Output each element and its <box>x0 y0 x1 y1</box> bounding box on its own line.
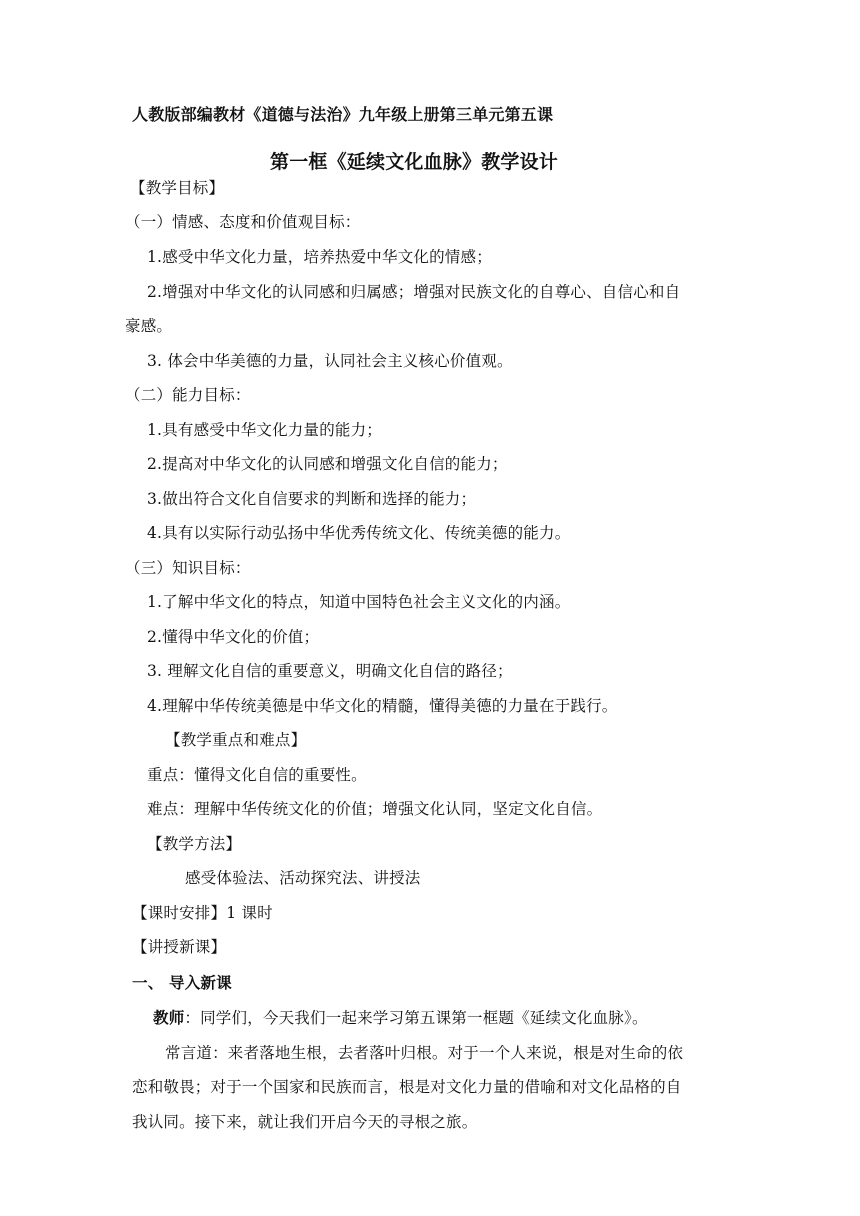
paragraph-line: 常言道：来者落地生根，去者落叶归根。对于一个人来说，根是对生命的依 <box>165 1044 684 1062</box>
knowledge-goal-item: 4.理解中华传统美德是中华文化的精髓，懂得美德的力量在于践行。 <box>147 697 618 715</box>
teacher-text: ：同学们，今天我们一起来学习第五课第一框题《延续文化血脉》。 <box>184 1009 648 1027</box>
knowledge-goals-heading: （三）知识目标： <box>125 559 251 577</box>
focus-text: 重点：懂得文化自信的重要性。 <box>147 766 367 784</box>
methods-heading: 【教学方法】 <box>147 835 242 853</box>
schedule-text: 【课时安排】1 课时 <box>132 904 273 922</box>
knowledge-goal-item: 1.了解中华文化的特点，知道中国特色社会主义文化的内涵。 <box>147 593 571 611</box>
ability-goal-item: 1.具有感受中华文化力量的能力； <box>147 421 382 439</box>
knowledge-goal-item: 2.懂得中华文化的价值； <box>147 628 320 646</box>
ability-goal-item: 2.提高对中华文化的认同感和增强文化自信的能力； <box>147 455 508 473</box>
key-points-heading: 【教学重点和难点】 <box>165 731 307 749</box>
teacher-line <box>153 1008 648 1028</box>
emotion-goal-item-continued: 豪感。 <box>125 317 173 335</box>
emotion-goal-item: 1.感受中华文化力量，培养热爱中华文化的情感； <box>147 248 492 266</box>
section-heading: 一、 导入新课 <box>132 973 232 992</box>
new-lesson-heading: 【讲授新课】 <box>132 938 227 956</box>
document-title: 第一框《延续文化血脉》教学设计 <box>270 151 559 173</box>
paragraph-line: 我认同。接下来，就让我们开启今天的寻根之旅。 <box>132 1113 478 1131</box>
emotion-goals-heading: （一）情感、态度和价值观目标： <box>125 213 361 231</box>
teaching-goals-heading: 【教学目标】 <box>130 179 225 197</box>
emotion-goal-item: 3. 体会中华美德的力量，认同社会主义核心价值观。 <box>147 352 513 370</box>
document-header: 人教版部编教材《道德与法治》九年级上册第三单元第五课 <box>132 105 554 124</box>
ability-goals-heading: （二）能力目标： <box>125 386 251 404</box>
difficulty-text: 难点：理解中华传统文化的价值；增强文化认同，坚定文化自信。 <box>147 800 603 818</box>
paragraph-line: 恋和敬畏；对于一个国家和民族而言，根是对文化力量的借喻和对文化品格的自 <box>132 1078 682 1096</box>
methods-text: 感受体验法、活动探究法、讲授法 <box>185 869 421 887</box>
ability-goal-item: 4.具有以实际行动弘扬中华优秀传统文化、传统美德的能力。 <box>147 524 571 542</box>
emotion-goal-item: 2.增强对中华文化的认同感和归属感；增强对民族文化的自尊心、自信心和自 <box>147 283 681 301</box>
ability-goal-item: 3.做出符合文化自信要求的判断和选择的能力； <box>147 490 477 508</box>
teacher-label: 教师 <box>153 1008 185 1027</box>
knowledge-goal-item: 3. 理解文化自信的重要意义，明确文化自信的路径； <box>147 662 513 680</box>
